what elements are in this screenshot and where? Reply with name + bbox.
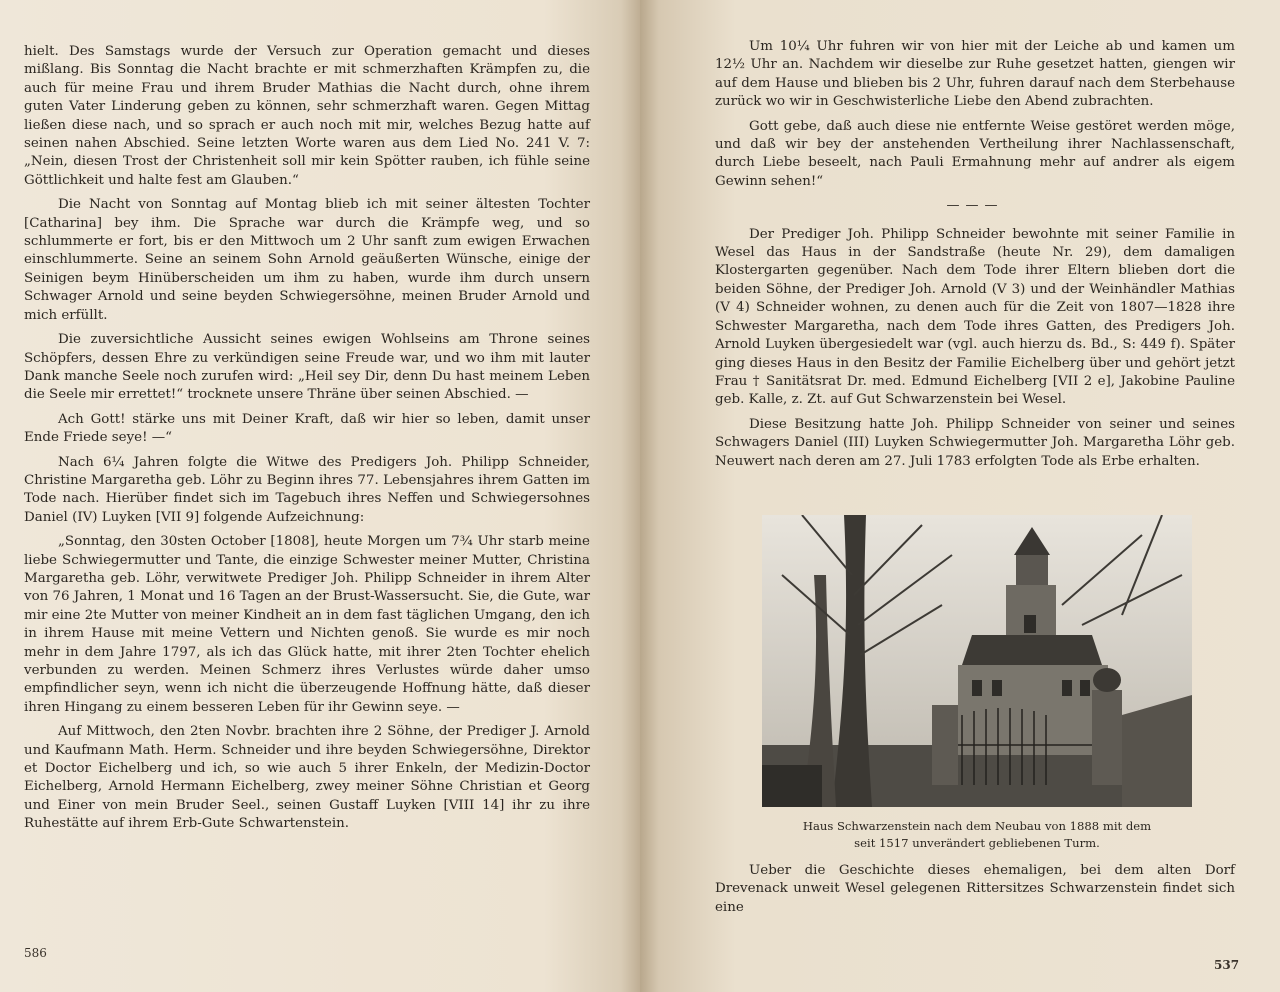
house-photo-illustration bbox=[762, 515, 1192, 807]
paragraph: Diese Besitzung hatte Joh. Philipp Schneider von seiner und seines Schwagers Daniel (III) Luyken Schwiegermutter Joh. Margaretha Löhr geb. Neuwert nach deren am 27. Juli 1783 erfolgten Tode als Erbe erhalten. bbox=[715, 416, 1235, 469]
house-photograph bbox=[762, 515, 1192, 807]
quote-paragraph: „Sonntag, den 30sten October [1808], heute Morgen um 7¾ Uhr starb meine liebe Schwiegermutter und Tante, die einzige Schwester meiner Mutter, Christina Margaretha geb. Löhr, verwitwete Prediger Joh. Philipp Schneider in ihrem Alter von 76 Jahren, 1 Monat und 16 Tagen an der Brust-Wassersucht. Sie, die Gute, war mir eine 2te Mutter von meiner Kindheit an in dem fast täglichen Umgang, den ich in ihrem Hause mit meine Vettern und Nichten genoß. Sie wurde es mir noch mehr in dem Jahre 1797, als ich das Glück hatte, mit ihrer 2ten Tochter ehelich verbunden zu werden. Meinen Schmerz ihres Verlustes würde daher umso empfindlicher seyn, wenn ich nicht die überzeugende Hoffnung hätte, daß dieser ihren Hingang zu einem besseren Leben für ihr Gewinn seye. — bbox=[24, 534, 590, 715]
section-separator: ——— bbox=[946, 198, 1004, 214]
paragraph: Ach Gott! stärke uns mit Deiner Kraft, daß wir hier so leben, damit unser Ende Friede seye! —“ bbox=[24, 411, 590, 446]
paragraph: Um 10¼ Uhr fuhren wir von hier mit der Leiche ab und kamen um 12½ Uhr an. Nachdem wir dieselbe zur Ruhe gesetzet hatten, giengen wir auf dem Hause und blieben bis 2 Uhr, fuhren darauf nach dem Sterbehause zurück wo wir in Geschwisterliche Liebe den Abend zubrachten. bbox=[715, 39, 1235, 110]
caption-line: seit 1517 unverändert gebliebenen Turm. bbox=[854, 836, 1100, 850]
figure-caption bbox=[760, 818, 1194, 852]
paragraph: Die zuversichtliche Aussicht seines ewigen Wohlseins am Throne seines Schöpfers, dessen Ehre zu verkündigen seine Freude war, und wo ihm mit lauter Dank manche Seele noch zurufen wird: „Heil sey Dir, denn Du hast meinem Leben die Seele mir errettet!“ trocknete unsere Thräne über seinen Abschied. — bbox=[24, 332, 590, 403]
paragraph: Gott gebe, daß auch diese nie entfernte Weise gestöret werden möge, und daß wir bey der anstehenden Vertheilung ihrer Nachlassenschaft, durch Liebe beseelt, nach Pauli Ermahnung mehr auf andrer als eigem Gewinn sehen!“ bbox=[715, 118, 1235, 189]
page-number: 537 bbox=[1214, 958, 1240, 972]
paragraph: Auf Mittwoch, den 2ten Novbr. brachten ihre 2 Söhne, der Prediger J. Arnold und Kaufmann Math. Herm. Schneider und ihre beyden Schwiegersöhne, Direktor et Doctor Eichelberg und ich, so wie auch 5 ihrer Enkeln, der Medizin-Doctor Eichelberg, Arnold Hermann Eichelberg, zwey meiner Söhne Christian et Georg und Einer von mein Bruder Seel., seinen Gustaff Luyken [VIII 14] ihr zu ihre Ruhestätte auf ihrem Erb-Gute Schwartenstein. bbox=[24, 724, 590, 832]
paragraph: Nach 6¼ Jahren folgte die Witwe des Predigers Joh. Philipp Schneider, Christine Margaretha geb. Löhr zu Beginn ihres 77. Lebensjahres ihrem Gatten im Tode nach. Hierüber findet sich im Tagebuch ihres Neffen und Schwiegersohnes Daniel (IV) Luyken [VII 9] folgende Aufzeichnung: bbox=[24, 454, 590, 525]
paragraph: Die Nacht von Sonntag auf Montag blieb ich mit seiner ältesten Tochter [Catharina] bey ihm. Die Sprache war durch die Krämpfe weg, und so schlummerte er fort, bis er den Mittwoch um 2 Uhr sanft zum ewigen Erwachen einschlummerte. Seine an seinem Sohn Arnold geäußerten Wünsche, einige der Seinigen beym Hinüberscheiden um ihm zu haben, wurde ihm durch unsern Schwager Arnold und seine beyden Schwiegersöhne, meinen Bruder Arnold und mich erfüllt. bbox=[24, 197, 590, 323]
page-number: 586 bbox=[24, 946, 47, 960]
paragraph: Der Prediger Joh. Philipp Schneider bewohnte mit seiner Familie in Wesel das Haus in der Sandstraße (heute Nr. 29), dem damaligen Klostergarten gegenüber. Nach dem Tode ihrer Eltern blieben dort die beiden Söhne, der Prediger Joh. Arnold (V 3) und der Weinhändler Mathias (V 4) Schneider wohnen, zu denen auch für die Zeit von 1807—1828 ihre Schwester Margaretha, nach dem Tode ihres Gatten, des Predigers Joh. Arnold Luyken übergesiedelt war (vgl. auch hierzu ds. Bd., S: 449 f). Später ging dieses Haus in den Besitz der Familie Eichelberg über und gehört jetzt Frau † Sanitätsrat Dr. med. Edmund Eichelberg [VII 2 e], Jakobine Pauline geb. Kalle, z. Zt. auf Gut Schwarzenstein bei Wesel. bbox=[715, 226, 1235, 408]
caption-line: Haus Schwarzenstein nach dem Neubau von 1888 mit dem bbox=[802, 819, 1152, 833]
paragraph-after-figure: Ueber die Geschichte dieses ehemaligen, bei dem alten Dorf Drevenack unweit Wesel gelegenen Rittersitzes Schwarzenstein findet sich eine bbox=[715, 863, 1235, 915]
right-page-text bbox=[715, 38, 1235, 477]
paragraph: hielt. Des Samstags wurde der Versuch zur Operation gemacht und dieses mißlang. Bis Sonntag die Nacht brachte er mit schmerzhaften Krämpfen zu, die auch für meine Frau und ihrem Bruder Mathias die Nacht durch, ohne ihrem guten Vater Linderung geben zu können, sehr schmerzhaft waren. Gegen Mittag ließen diese nach, und so sprach er auch noch mit mir, welches Bezug hatte auf seinen nahen Abschied. Seine letzten Worte waren aus dem Lied No. 241 V. 7: „Nein, diesen Trost der Christenheit soll mir kein Spötter rauben, ich fühle seine Göttlichkeit und halte fest am Glauben.“ bbox=[24, 44, 590, 188]
left-page-text bbox=[24, 43, 590, 840]
